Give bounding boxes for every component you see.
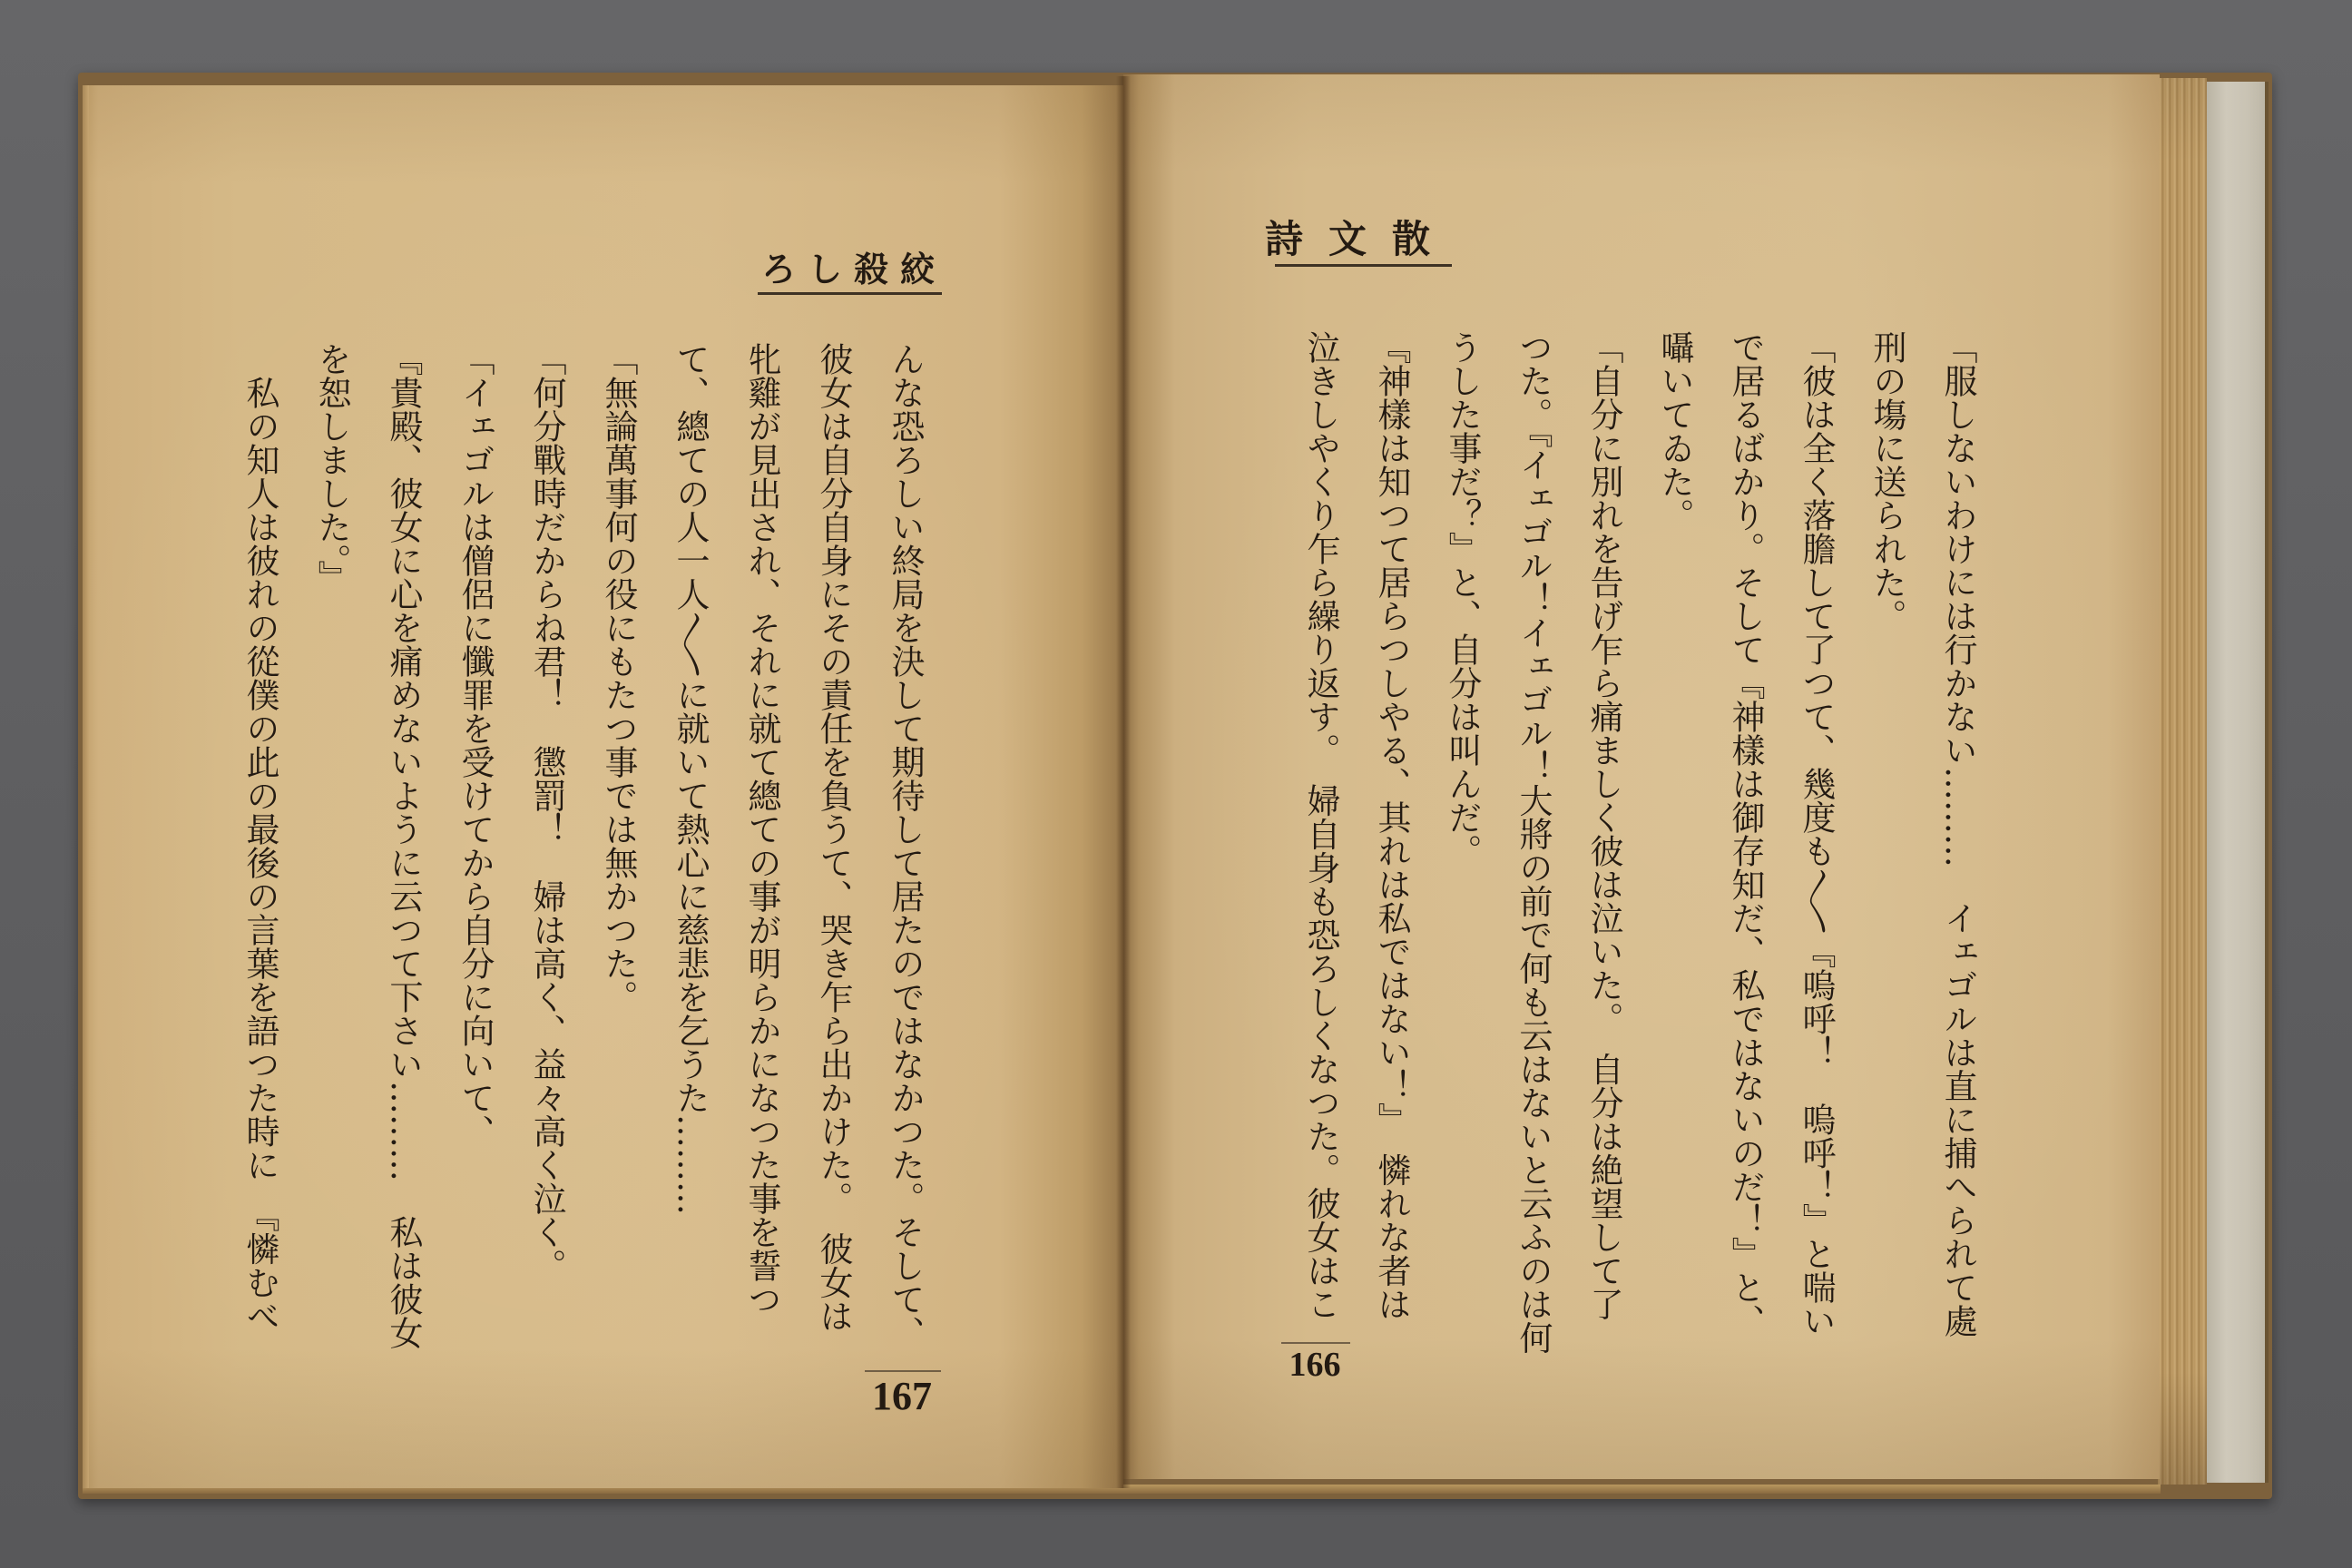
- text-column: 「無論萬事何の役にもたつ事では無かつた。: [599, 342, 638, 1014]
- text-column: 「彼は全く落膽して了つて、幾度も〳〵『嗚呼！ 嗚呼！』と喘い: [1797, 330, 1836, 1338]
- text-column: を恕しました。』: [312, 342, 351, 594]
- text-column: 刑の塲に送られた。: [1867, 330, 1906, 632]
- right-page: [1123, 74, 2160, 1479]
- text-column: 私の知人は彼れの從僕の此の最後の言葉を語つた時に 『憐むべ: [240, 342, 279, 1333]
- text-column: 「何分戰時だからね君！ 懲罰！ 婦は高く、益々高く泣く。: [527, 342, 566, 1282]
- header-underline: [758, 292, 942, 295]
- text-column: うした事だ？』と、自分は叫んだ。: [1443, 330, 1482, 867]
- text-column: 囁いてゐた。: [1655, 330, 1694, 532]
- text-column: 牝雞が見出され、それに就て總ての事が明らかになつた事を誓つ: [742, 342, 781, 1316]
- text-column: 『神樣は知つて居らつしやる、其れは私ではない！』 憐れな者は: [1372, 330, 1411, 1321]
- running-header: 絞殺しろ: [760, 249, 946, 289]
- text-column: つた。『イェゴル！イェゴル！大將の前で何も云はないと云ふのは何: [1514, 330, 1553, 1355]
- page-number: 166: [1289, 1346, 1341, 1384]
- text-column: 「イェゴルは僧侶に懺罪を受けてから自分に向いて、: [456, 342, 495, 1148]
- text-column: 「服しないわけには行かない……… イェゴルは直に捕へられて處: [1938, 330, 1977, 1338]
- page-edge-strip: [83, 85, 89, 1488]
- text-column: で居るばかり。そして『神樣は御存知だ、私ではないのだ！』と、: [1726, 330, 1765, 1338]
- page-number-rule: [1281, 1342, 1350, 1344]
- book-cover-edge: [2205, 82, 2269, 1483]
- page-number-rule: [865, 1370, 941, 1372]
- text-column: 「自分に別れを告げ乍ら痛ましく彼は泣いた。 自分は絶望して了: [1584, 330, 1623, 1321]
- text-column: 泣きしやくり乍ら繰り返す。 婦自身も恐ろしくなつた。彼女はこ: [1301, 330, 1340, 1321]
- text-column: て、總ての人一人〳〵に就いて熱心に慈悲を乞うた………: [671, 342, 710, 1215]
- body-text: [1285, 330, 1993, 1383]
- page-number: 167: [872, 1374, 932, 1418]
- spine-gutter-shadow: [1116, 76, 1131, 1488]
- text-column: んな恐ろしい終局を決して期待して居たのではなかつた。そして、: [886, 342, 925, 1349]
- body-text: [224, 342, 941, 1395]
- left-page: [83, 85, 1123, 1488]
- page-block-edges: [2158, 78, 2207, 1485]
- text-column: 彼女は自分自身にその責任を負うて、哭き乍ら出かけた。 彼女は: [814, 342, 853, 1333]
- header-underline: [1275, 264, 1452, 267]
- text-column: 『貴殿、彼女に心を痛めないように云つて下さい……… 私は彼女: [384, 342, 423, 1349]
- running-header: 散文詩: [1264, 217, 1455, 261]
